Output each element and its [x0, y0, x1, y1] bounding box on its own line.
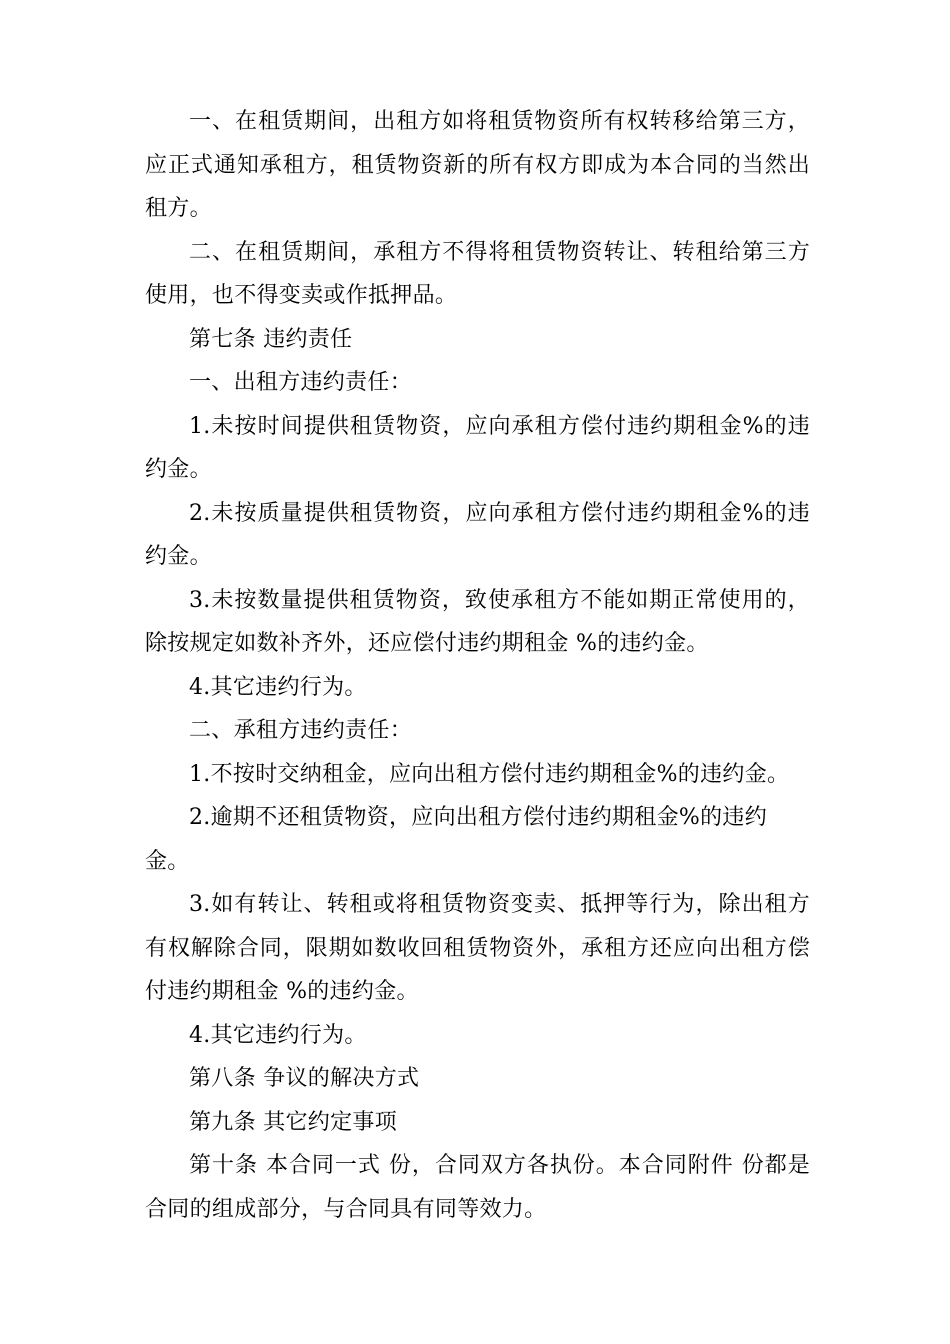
lessee-item-2: 2.逾期不还租赁物资，应向出租方偿付违约期租金%的违约金。 [145, 805, 767, 874]
lessee-liability-heading: 二、承租方违约责任： [189, 718, 413, 743]
lessor-item-2: 2.未按质量提供租赁物资，应向承租方偿付违约期租金%的违约金。 [145, 500, 810, 569]
lessee-item-1: 1.不按时交纳租金，应向出租方偿付违约期租金%的违约金。 [189, 761, 790, 787]
article-9-heading: 第九条 其它约定事项 [189, 1109, 397, 1135]
lessee-item-4: 4.其它违约行为。 [189, 1022, 367, 1048]
lessor-liability-heading: 一、出租方违约责任： [189, 370, 413, 395]
lessor-item-1: 1.未按时间提供租赁物资，应向承租方偿付违约期租金%的违约金。 [145, 413, 810, 482]
article-8-heading: 第八条 争议的解决方式 [189, 1066, 420, 1091]
lessor-item-3: 3.未按数量提供租赁物资，致使承租方不能如期正常使用的，除按规定如数补齐外，还应偿付违约期租金 %的违约金。 [145, 587, 810, 656]
document-page [145, 100, 810, 1231]
lessee-item-3: 3.如有转让、转租或将租赁物资变卖、抵押等行为，除出租方有权解除合同，限期如数收回租赁物资外，承租方还应向出租方偿付违约期租金 %的违约金。 [145, 892, 810, 1004]
article-10-text: 第十条 本合同一式 份，合同双方各执份。本合同附件 份都是合同的组成部分，与合同具有同等效力。 [145, 1153, 810, 1222]
clause-ownership-transfer: 一、在租赁期间，出租方如将租赁物资所有权转移给第三方，应正式通知承租方，租赁物资新的所有权方即成为本合同的当然出租方。 [145, 109, 810, 221]
lessor-item-4: 4.其它违约行为。 [189, 674, 367, 700]
article-7-heading: 第七条 违约责任 [189, 326, 353, 352]
clause-no-sublease: 二、在租赁期间，承租方不得将租赁物资转让、转租给第三方使用，也不得变卖或作抵押品。 [145, 239, 810, 308]
